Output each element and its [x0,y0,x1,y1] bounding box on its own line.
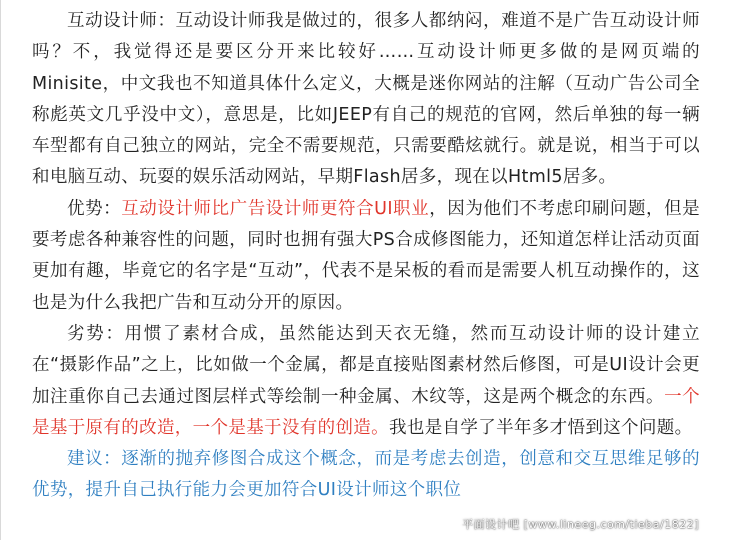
paragraph-interactive-designer: 互动设计师：互动设计师我是做过的，很多人都纳闷，难道不是广告互动设计师吗？不，我觉得还是要区分开来比较好……互动设计师更多做的是网页端的Minisite，中文我也不知道具体什么定义，大概是迷你网站的注解（互动广告公司全称彪英文几乎没中文），意思是，比如JEEP有自己的规范的官网，然后单独的每一辆车型都有自己独立的网站，完全不需要规范，只需要酷炫就行。就是说，相当于可以和电脑互动、玩耍的娱乐活动网站，早期Flash居多，现在以Html5居多。 [32,11,700,188]
article-body [32,6,700,507]
paragraph-advantage [32,194,700,319]
advantage-text: ，因为他们不考虑印刷问题，但是要考虑各种兼容性的问题，同时也拥有强大PS合成修图能力，还知道怎样让活动页面更加有趣，毕竟它的名字是“互动”，代表不是呆板的看而是需要人机互动操作的，这也是为什么我把广告和互动分开的原因。 [32,198,701,313]
paragraph-suggestion: 建议：逐渐的抛弃修图合成这个概念，而是考虑去创造，创意和交互思维足够的优势，提升自己执行能力会更加符合UI设计师这个职位 [32,449,700,501]
advantage-label: 优势： [67,198,122,219]
advantage-highlight: 互动设计师比广告设计师更符合UI职业 [121,198,430,219]
disadvantage-rest: 我也是自学了半年多才悟到这个问题。 [389,417,693,438]
watermark: 平面设计吧 [www.lineeg.com/tieba/1822] [462,518,699,531]
left-border [0,0,1,540]
disadvantage-highlight: 一个是基于原有的改造，一个是基于没有的创造。 [32,386,701,438]
paragraph-disadvantage [32,319,700,444]
disadvantage-text: 劣势：用惯了素材合成，虽然能达到天衣无缝，然而互动设计师的设计建立在“摄影作品”之上，比如做一个金属，都是直接贴图素材然后修图，可是UI设计会更加注重你自己去通过图层样式等绘制一种金属、木纹等，这是两个概念的东西。 [32,323,700,407]
